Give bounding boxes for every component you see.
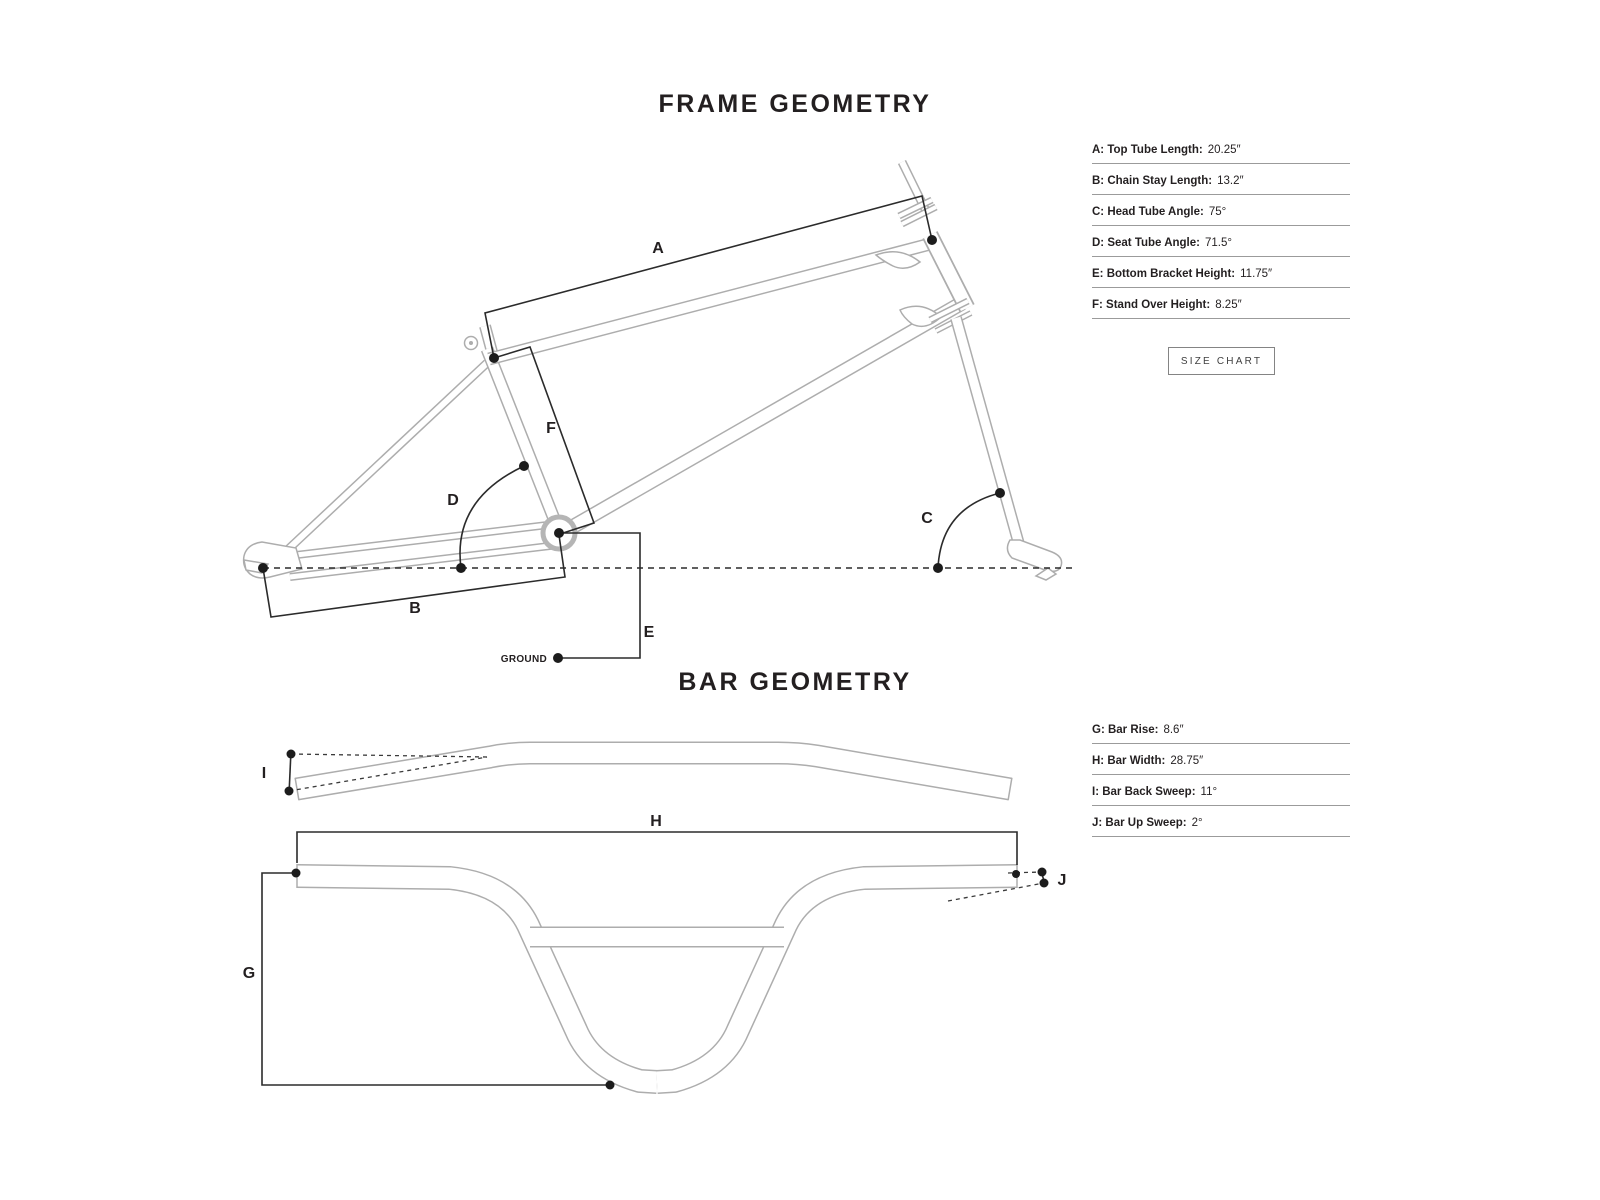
spec-value: 75° xyxy=(1208,206,1227,218)
label-ground: GROUND xyxy=(500,654,547,665)
label-A: A xyxy=(652,240,664,257)
spec-label: A: Top Tube Length: xyxy=(1092,144,1203,156)
label-E: E xyxy=(643,624,655,641)
spec-label: D: Seat Tube Angle: xyxy=(1092,237,1200,249)
spec-value: 71.5° xyxy=(1204,237,1232,249)
spec-label: E: Bottom Bracket Height: xyxy=(1092,268,1236,280)
label-I: I xyxy=(261,765,267,782)
spec-label: H: Bar Width: xyxy=(1092,755,1166,767)
size-chart-button[interactable]: SIZE CHART xyxy=(1168,347,1275,375)
spec-label: C: Head Tube Angle: xyxy=(1092,206,1204,218)
spec-value: 8.25″ xyxy=(1215,299,1242,311)
spec-value: 11° xyxy=(1200,786,1218,798)
label-F: F xyxy=(546,420,556,437)
label-J: J xyxy=(1057,872,1067,889)
label-H: H xyxy=(650,813,662,830)
spec-label: I: Bar Back Sweep: xyxy=(1092,786,1196,798)
bar-top-view xyxy=(262,750,1012,801)
bar-front-view xyxy=(243,813,1067,1090)
spec-value: 11.75″ xyxy=(1240,268,1273,280)
bar-geometry-title: BAR GEOMETRY xyxy=(678,668,912,696)
dim-E-bb-height xyxy=(559,533,640,658)
spec-value: 2° xyxy=(1191,817,1203,829)
spec-value: 8.6″ xyxy=(1163,724,1184,736)
label-B: B xyxy=(409,600,421,617)
spec-value: 28.75″ xyxy=(1170,755,1204,767)
spec-label: B: Chain Stay Length: xyxy=(1092,175,1213,187)
spec-value: 13.2″ xyxy=(1217,175,1244,187)
spec-label: J: Bar Up Sweep: xyxy=(1092,817,1187,829)
label-C: C xyxy=(921,510,933,527)
dim-A-top-tube xyxy=(485,196,932,358)
dim-C-head-angle-arc xyxy=(938,493,1000,568)
spec-label: F: Stand Over Height: xyxy=(1092,299,1211,311)
spec-value: 20.25″ xyxy=(1207,144,1241,156)
spec-label: G: Bar Rise: xyxy=(1092,724,1159,736)
frame-geometry-title: FRAME GEOMETRY xyxy=(658,90,932,118)
dim-H-bar-width xyxy=(297,813,1017,865)
frame-drawing xyxy=(244,162,1062,580)
label-G: G xyxy=(242,965,256,982)
label-D: D xyxy=(447,492,459,509)
